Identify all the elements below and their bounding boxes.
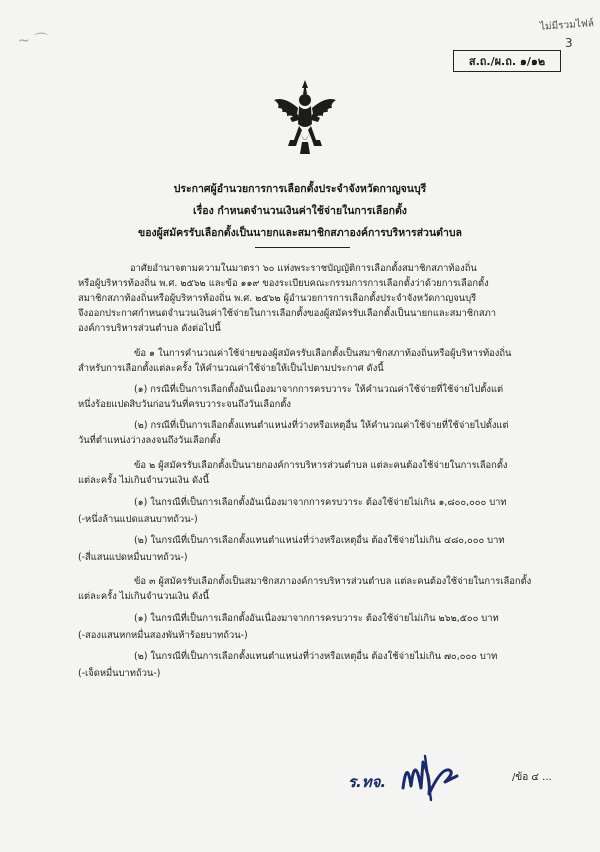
clause-2-item-2: (๒) ในกรณีที่เป็นการเลือกตั้งแทนตำแหน่งที่ว่างหรือเหตุอื่น ต้องใช้จ่ายไม่เกิน ๔๘๐,๐๐๐ บาท — [134, 535, 505, 546]
corner-scribble-icon: ~ ⌒ — [18, 33, 49, 49]
clause-1-item-1 — [78, 382, 562, 412]
intro-line: จึงออกประกาศกำหนดจำนวนเงินค่าใช้จ่ายในการเลือกตั้งของผู้สมัครรับเลือกตั้งเป็นนายกและสมาชิกสภา — [78, 308, 497, 319]
clause-3-item-1: (๑) ในกรณีที่เป็นการเลือกตั้งอันเนื่องมาจากการครบวาระ ต้องใช้จ่ายไม่เกิน ๒๖๒,๕๐๐ บาท — [134, 613, 499, 624]
announcement-body — [78, 261, 562, 686]
handwritten-note: ไม่มีรวมไฟล์ — [539, 18, 595, 33]
clause-3-item-1-words: (-สองแสนหกหมื่นสองพันห้าร้อยบาทถ้วน-) — [78, 630, 248, 641]
clause-1-item-2-line: วันที่ตำแหน่งว่างลงจนถึงวันเลือกตั้ง — [78, 435, 221, 446]
announcement-title — [60, 178, 540, 244]
clause-2 — [78, 458, 562, 488]
intro-line: องค์การบริหารส่วนตำบล ดังต่อไปนี้ — [78, 323, 221, 334]
title-line-1: ประกาศผู้อำนวยการการเลือกตั้งประจำจังหวัดกาญจนบุรี — [173, 183, 427, 195]
clause-2-item-1: (๑) ในกรณีที่เป็นการเลือกตั้งอันเนื่องมาจากการครบวาระ ต้องใช้จ่ายไม่เกิน ๑,๘๐๐,๐๐๐ บาท — [134, 497, 507, 508]
clause-1-item-2-line: (๒) กรณีที่เป็นการเลือกตั้งแทนตำแหน่งที่ว่างหรือเหตุอื่น ให้คำนวณค่าใช้จ่ายที่ใช้จ่ายไปตั้งแต่ — [134, 420, 509, 431]
clause-1 — [78, 346, 562, 376]
clause-1-item-1-line: หนึ่งร้อยแปดสิบวันก่อนวันที่ครบวาระจนถึงวันเลือกตั้ง — [78, 399, 291, 410]
handwritten-signature-icon — [345, 748, 495, 803]
signature-initials: ร.ทจ. — [348, 773, 387, 791]
clause-1-line: ข้อ ๑ ในการคำนวณค่าใช้จ่ายของผู้สมัครรับเลือกตั้งเป็นสมาชิกสภาท้องถิ่นหรือผู้บริหารท้องถิ่น — [134, 348, 512, 359]
clause-2-line: แต่ละครั้ง ไม่เกินจำนวนเงิน ดังนี้ — [78, 475, 210, 486]
intro-line: สมาชิกสภาท้องถิ่นหรือผู้บริหารท้องถิ่น พ.ศ. ๒๕๖๒ ผู้อำนวยการการเลือกตั้งประจำจังหวัดกาญจนบุรี — [78, 293, 477, 304]
handwritten-mark: 3 — [565, 36, 573, 50]
clause-1-line: สำหรับการเลือกตั้งแต่ละครั้ง ให้คำนวณค่าใช้จ่ายให้เป็นไปตามประกาศ ดังนี้ — [78, 363, 384, 374]
title-divider — [255, 247, 350, 248]
clause-3-line: แต่ละครั้ง ไม่เกินจำนวนเงิน ดังนี้ — [78, 591, 210, 602]
clause-3-line: ข้อ ๓ ผู้สมัครรับเลือกตั้งเป็นสมาชิกสภาองค์การบริหารส่วนตำบล แต่ละคนต้องใช้จ่ายในการเลือกตั้ง — [134, 576, 532, 587]
reference-code: ส.ถ./ผ.ถ. ๑/๑๒ — [468, 55, 546, 68]
clause-1-item-2 — [78, 418, 562, 448]
garuda-emblem-icon — [272, 78, 338, 156]
clause-2-amounts — [78, 494, 562, 566]
continuation-marker: /ข้อ ๔ ... — [512, 772, 552, 783]
title-line-2: เรื่อง กำหนดจำนวนเงินค่าใช้จ่ายในการเลือกตั้ง — [193, 205, 407, 217]
clause-3-item-2-words: (-เจ็ดหมื่นบาทถ้วน-) — [78, 668, 161, 679]
intro-paragraph — [78, 261, 562, 336]
intro-line: หรือผู้บริหารท้องถิ่น พ.ศ. ๒๕๖๒ และข้อ ๑๑๙ ของระเบียบคณะกรรมการการเลือกตั้งว่าด้วยการเลือกตั้ง — [78, 278, 489, 289]
clause-2-item-1-words: (-หนึ่งล้านแปดแสนบาทถ้วน-) — [78, 514, 198, 525]
clause-2-line: ข้อ ๒ ผู้สมัครรับเลือกตั้งเป็นนายกองค์การบริหารส่วนตำบล แต่ละคนต้องใช้จ่ายในการเลือกตั้ง — [134, 460, 508, 471]
intro-line: อาศัยอำนาจตามความในมาตรา ๖๐ แห่งพระราชบัญญัติการเลือกตั้งสมาชิกสภาท้องถิ่น — [130, 263, 477, 274]
clause-1-item-1-line: (๑) กรณีที่เป็นการเลือกตั้งอันเนื่องมาจากการครบวาระ ให้คำนวณค่าใช้จ่ายที่ใช้จ่ายไปตั้งแต่ — [134, 384, 504, 395]
clause-3-item-2: (๒) ในกรณีที่เป็นการเลือกตั้งแทนตำแหน่งที่ว่างหรือเหตุอื่น ต้องใช้จ่ายไม่เกิน ๗๐,๐๐๐ บาท — [134, 651, 498, 662]
reference-code-box — [453, 50, 561, 72]
clause-2-item-2-words: (-สี่แสนแปดหมื่นบาทถ้วน-) — [78, 552, 188, 563]
clause-3 — [78, 574, 562, 604]
title-line-3: ของผู้สมัครรับเลือกตั้งเป็นนายกและสมาชิกสภาองค์การบริหารส่วนตำบล — [138, 227, 462, 239]
clause-3-amounts — [78, 610, 562, 682]
